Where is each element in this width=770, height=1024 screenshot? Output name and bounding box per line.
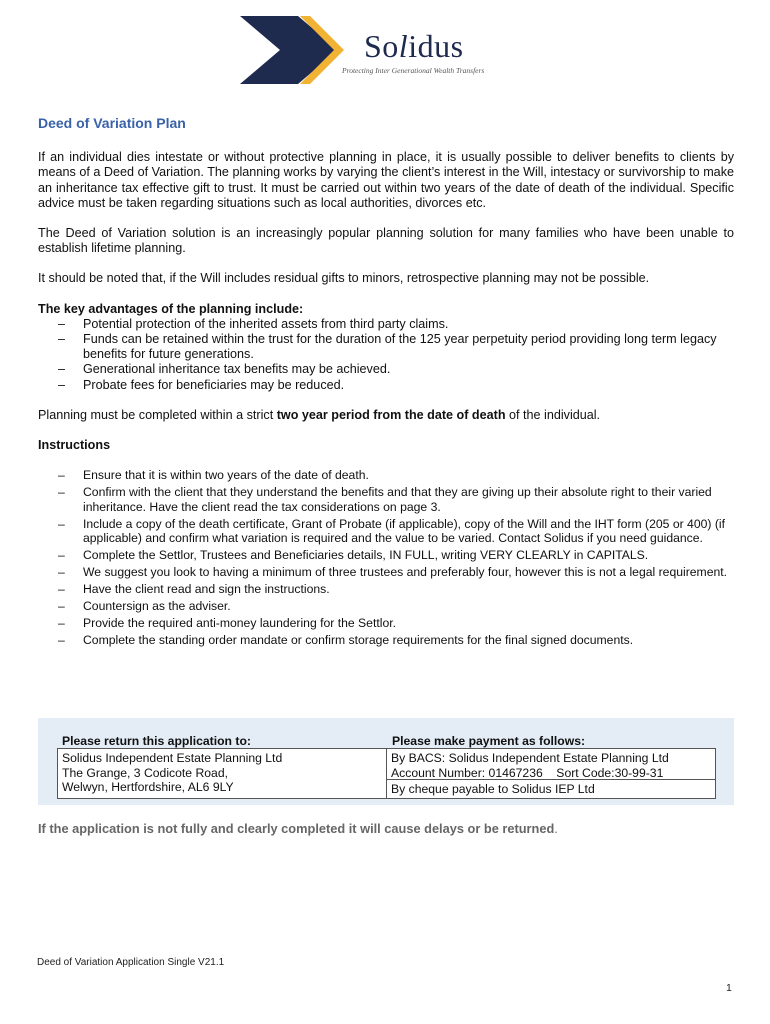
payment-heading: Please make payment as follows: <box>392 734 586 748</box>
brand-tagline: Protecting Inter Generational Wealth Transfers <box>342 66 485 75</box>
intro-paragraph: If an individual dies intestate or without protective planning in place, it is usually possible to deliver benefits to clients by means of a Deed of Variation. The planning works by varying the client’s interest in the Will, intestacy or survivorship to make an inheritance tax effective gift to trust. It must be carried out within two years of the date of death of the individual. Specific advice must be taken regarding situations such as local authorities, divorces etc. <box>38 150 734 210</box>
list-item: – Ensure that it is within two years of the date of death. <box>38 468 734 483</box>
bacs-details-cell: By BACS: Solidus Independent Estate Planning Ltd Account Number: 01467236 Sort Code:30-99-31 <box>386 748 716 780</box>
solidus-logo <box>240 14 530 84</box>
list-item: – Complete the standing order mandate or confirm storage requirements for the final signed documents. <box>38 633 734 648</box>
cheque-details-cell: By cheque payable to Solidus IEP Ltd <box>386 779 716 799</box>
completion-warning: If the application is not fully and clearly completed it will cause delays or be returned. <box>38 821 558 836</box>
list-item: – Provide the required anti-money laundering for the Settlor. <box>38 616 734 631</box>
popularity-paragraph: The Deed of Variation solution is an increasingly popular planning solution for many families who have been unable to establish lifetime planning. <box>38 226 734 256</box>
list-item: – We suggest you look to having a minimum of three trustees and preferably four, however this is not a legal requirement. <box>38 565 734 580</box>
list-item: – Confirm with the client that they understand the benefits and that they are giving up their absolute right to their varied inheritance. Have the client read the tax considerations on page 3. <box>38 485 734 514</box>
advantages-heading: The key advantages of the planning include: <box>38 301 304 316</box>
list-item: – Probate fees for beneficiaries may be reduced. <box>38 378 734 393</box>
return-address-cell: Solidus Independent Estate Planning Ltd The Grange, 3 Codicote Road, Welwyn, Hertfordshire, AL6 9LY <box>57 748 387 799</box>
page-title: Deed of Variation Plan <box>38 115 186 131</box>
list-item: – Have the client read and sign the instructions. <box>38 582 734 597</box>
list-item: – Include a copy of the death certificate, Grant of Probate (if applicable), copy of the Will and the IHT form (205 or 400) (if applicable) and confirm what variation is required and the value to be varied. Contact Solidus if you need guidance. <box>38 517 734 546</box>
list-item: – Funds can be retained within the trust for the duration of the 125 year perpetuity period providing long term legacy benefits for future generations. <box>38 332 734 362</box>
instructions-heading: Instructions <box>38 438 111 453</box>
list-item: – Generational inheritance tax benefits may be achieved. <box>38 362 734 377</box>
list-item: – Countersign as the adviser. <box>38 599 734 614</box>
return-payment-box <box>38 718 734 805</box>
deadline-paragraph: Planning must be completed within a strict two year period from the date of death of the individual. <box>38 407 601 422</box>
list-item: – Complete the Settlor, Trustees and Beneficiaries details, IN FULL, writing VERY CLEARLY in CAPITALS. <box>38 548 734 563</box>
document-body <box>38 116 734 650</box>
list-item: – Potential protection of the inherited assets from third party claims. <box>38 317 734 332</box>
minors-note-paragraph: It should be noted that, if the Will includes residual gifts to minors, retrospective planning may not be possible. <box>38 271 650 286</box>
document-version-footer: Deed of Variation Application Single V21.1 <box>37 957 225 968</box>
chevron-logo-icon <box>240 14 350 84</box>
instructions-list <box>38 468 734 648</box>
page-number: 1 <box>726 982 732 994</box>
advantages-list <box>38 317 734 393</box>
return-heading: Please return this application to: <box>62 734 251 748</box>
deadline-emphasis: two year period from the date of death <box>276 407 506 422</box>
brand-name: Solidus <box>364 28 464 64</box>
